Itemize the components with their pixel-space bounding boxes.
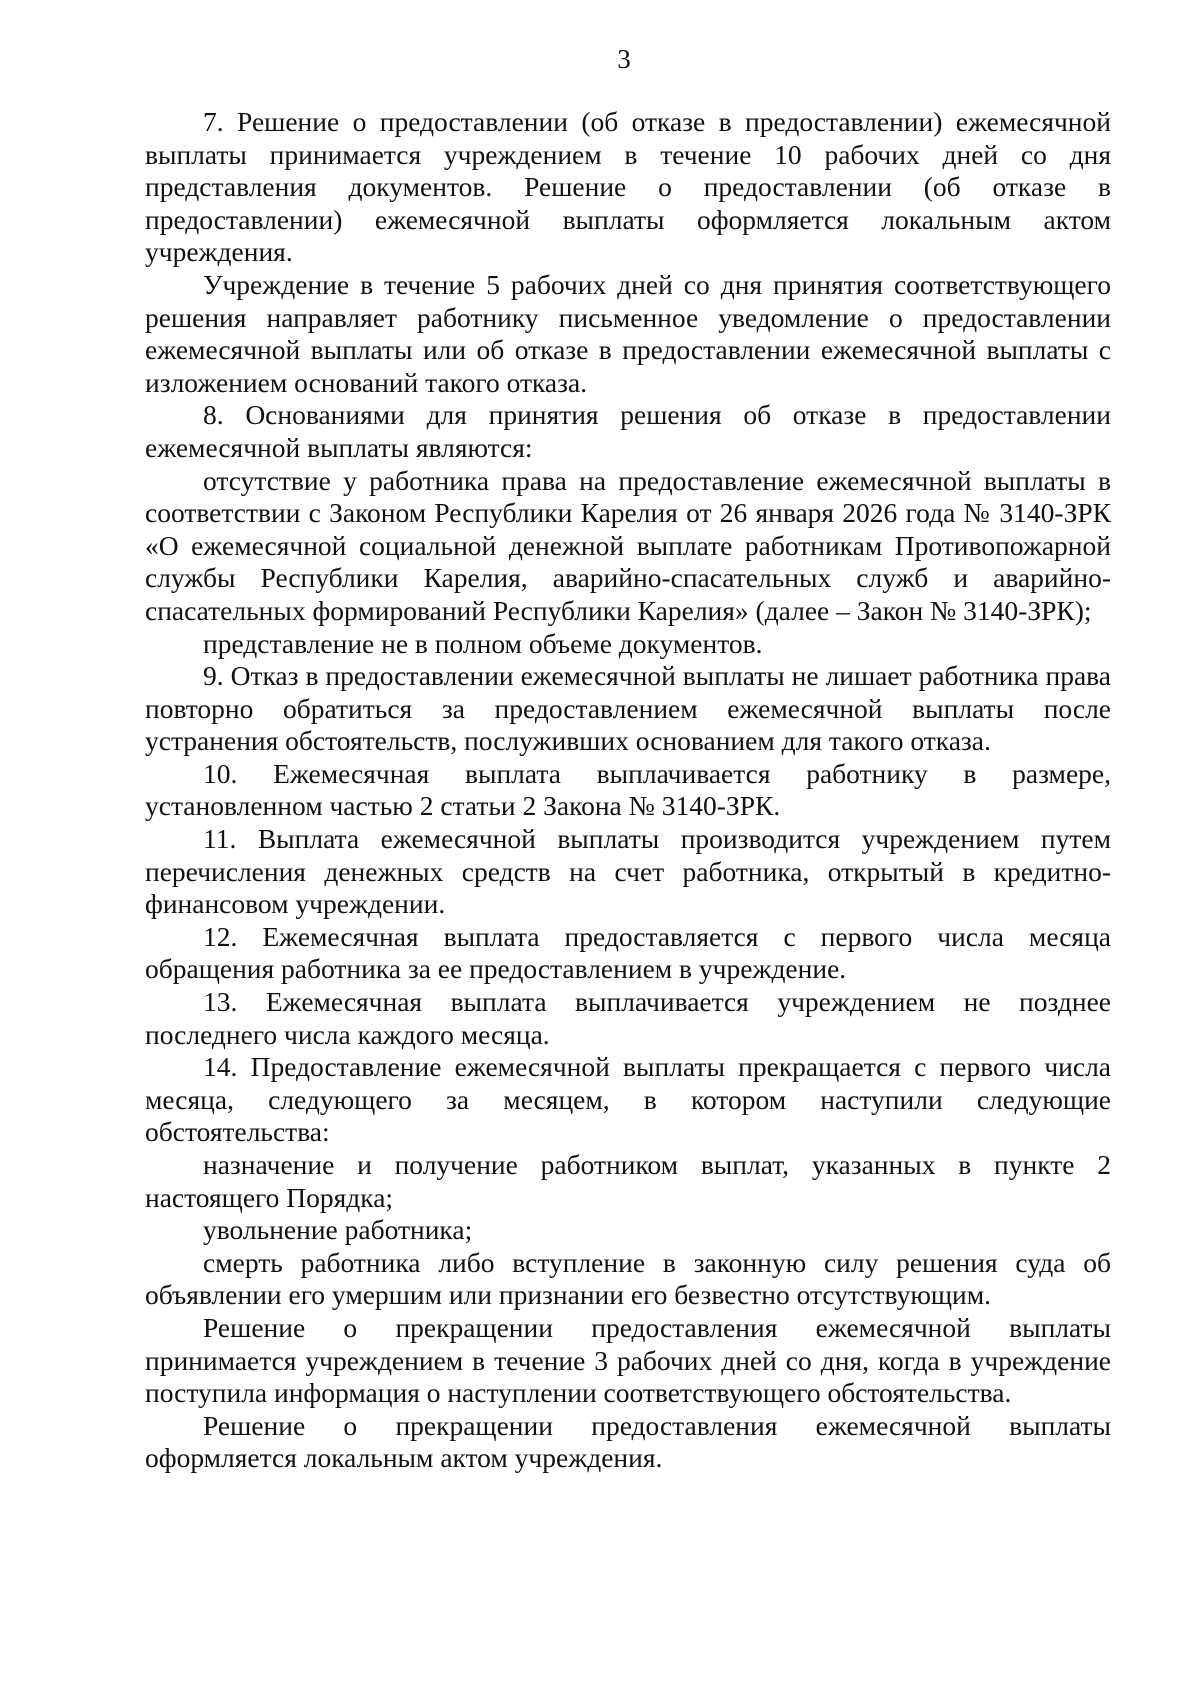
paragraph-7: 7. Решение о предоставлении (об отказе в предоставлении) ежемесячной выплаты принимается учреждением в течение 10 рабочих дней со дня представления документов. Решение о предоставлении (об отказе в предоставлении) ежемесячной выплаты оформляется локальным актом учреждения. [145, 106, 1111, 268]
paragraph-14: 14. Предоставление ежемесячной выплаты прекращается с первого числа месяца, следующего за месяцем, в котором наступили следующие обстоятельства: [145, 1051, 1111, 1148]
paragraph-14-item-death: смерть работника либо вступление в законную силу решения суда об объявлении его умершим или признании его безвестно отсутствующим. [145, 1246, 1111, 1311]
paragraph-9: 9. Отказ в предоставлении ежемесячной выплаты не лишает работника права повторно обратиться за предоставлением ежемесячной выплаты после устранения обстоятельств, послуживших основанием для такого отказа. [145, 660, 1111, 757]
paragraph-7-notice: Учреждение в течение 5 рабочих дней со дня принятия соответствующего решения направляет работнику письменное уведомление о предоставлении ежемесячной выплаты или об отказе в предоставлении ежемесячной выплаты с изложением оснований такого отказа. [145, 268, 1111, 398]
document-body [145, 106, 1111, 1475]
paragraph-12: 12. Ежемесячная выплата предоставляется с первого числа месяца обращения работника за ее предоставлением в учреждение. [145, 920, 1111, 985]
paragraph-8-item-no-right: отсутствие у работника права на предоставление ежемесячной выплаты в соответствии с Законом Республики Карелия от 26 января 2026 года № 3140-ЗРК «О ежемесячной социальной денежной выплате работникам Противопожарной службы Республики Карелия, аварийно-спасательных служб и аварийно-спасательных формирований Республики Карелия» (далее – Закон № 3140-ЗРК); [145, 464, 1111, 626]
page-number: 3 [617, 44, 631, 74]
paragraph-14-item-dismissal: увольнение работника; [203, 1214, 473, 1246]
paragraph-11: 11. Выплата ежемесячной выплаты производится учреждением путем перечисления денежных средств на счет работника, открытый в кредитно-финансовом учреждении. [145, 823, 1111, 920]
paragraph-8: 8. Основаниями для принятия решения об отказе в предоставлении ежемесячной выплаты являются: [145, 399, 1111, 463]
paragraph-8-item-incomplete-docs: представление не в полном объеме документов. [203, 627, 763, 659]
paragraph-termination-decision: Решение о прекращении предоставления ежемесячной выплаты принимается учреждением в течение 3 рабочих дней со дня, когда в учреждение поступила информация о наступлении соответствующего обстоятельства. [145, 1311, 1111, 1409]
paragraph-termination-act: Решение о прекращении предоставления ежемесячной выплаты оформляется локальным актом учреждения. [145, 1409, 1111, 1474]
paragraph-14-item-other-payments: назначение и получение работником выплат, указанных в пункте 2 настоящего Порядка; [145, 1149, 1111, 1213]
paragraph-10: 10. Ежемесячная выплата выплачивается работнику в размере, установленном частью 2 статьи 2 Закона № 3140-ЗРК. [145, 757, 1111, 822]
paragraph-13: 13. Ежемесячная выплата выплачивается учреждением не позднее последнего числа каждого месяца. [145, 986, 1111, 1050]
